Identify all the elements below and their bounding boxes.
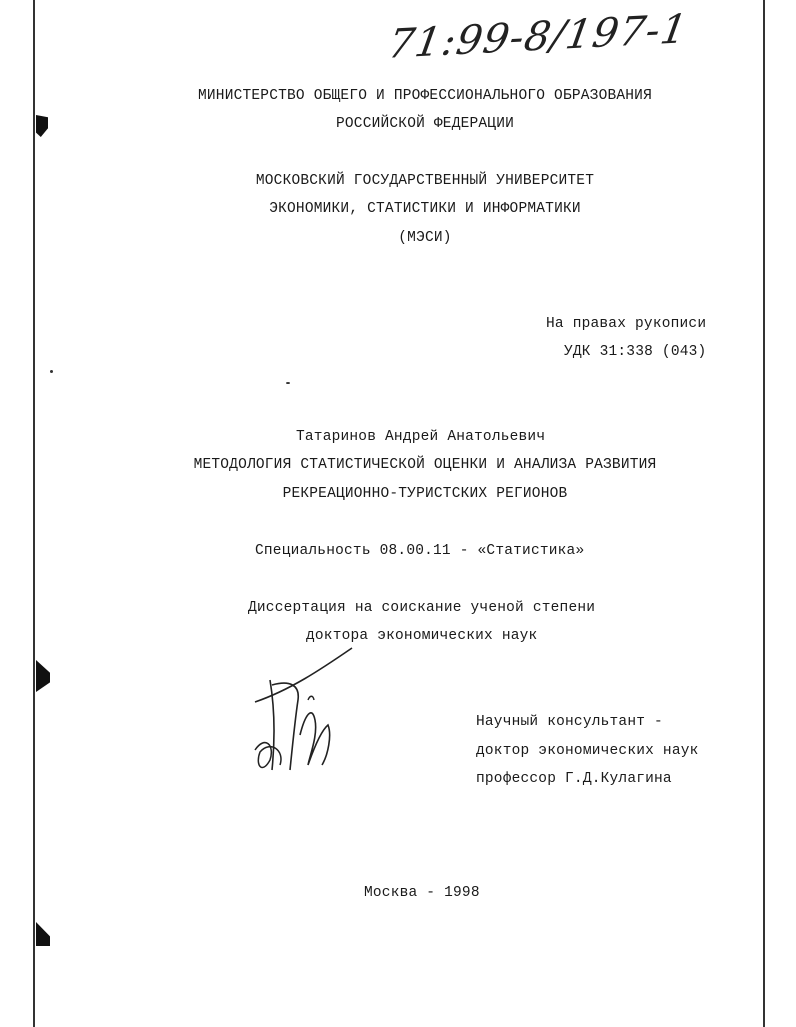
author-signature bbox=[250, 640, 360, 785]
scan-border-right bbox=[763, 0, 765, 1027]
ministry-line-2: РОССИЙСКОЙ ФЕДЕРАЦИИ bbox=[335, 116, 515, 132]
advisor-line-1: Научный консультант - bbox=[476, 714, 663, 730]
advisor-line-3: профессор Г.Д.Кулагина bbox=[476, 771, 672, 787]
binding-mark-bottom bbox=[36, 922, 50, 946]
university-line-1: МОСКОВСКИЙ ГОСУДАРСТВЕННЫЙ УНИВЕРСИТЕТ bbox=[255, 173, 595, 189]
university-line-2: ЭКОНОМИКИ, СТАТИСТИКИ И ИНФОРМАТИКИ bbox=[269, 201, 581, 217]
degree-line-1: Диссертация на соискание ученой степени bbox=[248, 600, 596, 616]
university-abbreviation: (МЭСИ) bbox=[398, 230, 452, 246]
udk-code: УДК 31:338 (043) bbox=[564, 344, 707, 360]
dissertation-title-line-2: РЕКРЕАЦИОННО-ТУРИСТСКИХ РЕГИОНОВ bbox=[282, 486, 568, 502]
binding-mark-middle bbox=[36, 660, 50, 692]
city-year: Москва - 1998 bbox=[364, 885, 480, 901]
degree-line-2: доктора экономических наук bbox=[306, 628, 538, 644]
speck bbox=[50, 370, 53, 373]
manuscript-rights: На правах рукописи bbox=[546, 316, 707, 332]
archive-number-handwritten: 71:99-8/197-1 bbox=[384, 6, 692, 68]
speck bbox=[286, 382, 290, 384]
dissertation-title-line-1: МЕТОДОЛОГИЯ СТАТИСТИЧЕСКОЙ ОЦЕНКИ И АНАЛИЗА РАЗВИТИЯ bbox=[193, 457, 657, 473]
specialty: Специальность 08.00.11 - «Статистика» bbox=[255, 543, 585, 559]
scan-border-left bbox=[33, 0, 35, 1027]
ministry-line-1: МИНИСТЕРСТВО ОБЩЕГО И ПРОФЕССИОНАЛЬНОГО ОБРАЗОВАНИЯ bbox=[198, 88, 652, 104]
advisor-line-2: доктор экономических наук bbox=[476, 743, 699, 759]
author-name: Татаринов Андрей Анатольевич bbox=[296, 429, 546, 445]
